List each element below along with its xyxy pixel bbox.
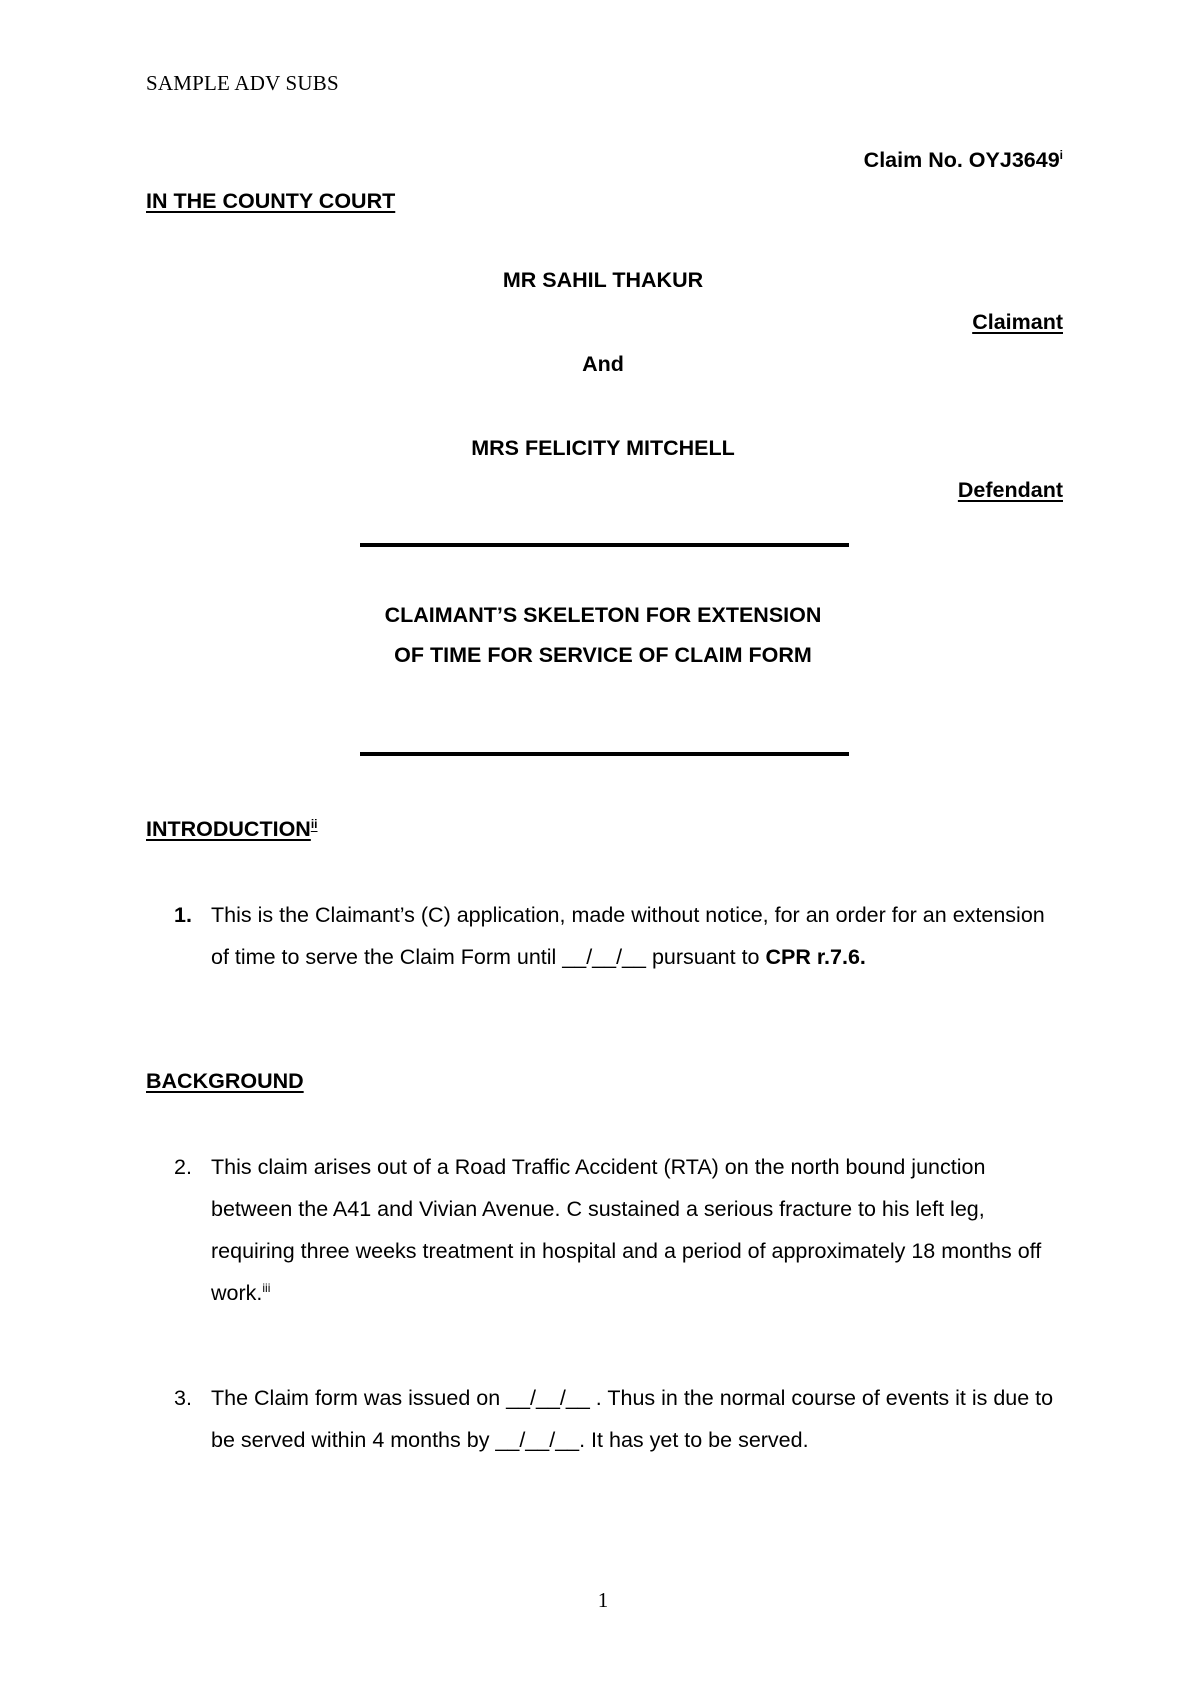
title-rule-bottom bbox=[360, 752, 849, 756]
paragraph-1-number: 1. bbox=[174, 903, 192, 927]
court-heading: IN THE COUNTY COURT bbox=[146, 189, 396, 213]
paragraph-2-text bbox=[211, 1146, 1066, 1314]
claimant-label: Claimant bbox=[972, 310, 1063, 334]
document-title-line-1: CLAIMANT’S SKELETON FOR EXTENSION bbox=[384, 603, 822, 627]
document-title-line-2: OF TIME FOR SERVICE OF CLAIM FORM bbox=[394, 643, 812, 667]
claimant-name: MR SAHIL THAKUR bbox=[502, 268, 704, 292]
paragraph-3-text: The Claim form was issued on __/__/__ . Thus in the normal course of events it is due to be served within 4 months by __/__/__. It has yet to be served. bbox=[211, 1386, 1054, 1452]
defendant-label: Defendant bbox=[957, 478, 1063, 502]
paragraph-2-body: This claim arises out of a Road Traffic Accident (RTA) on the north bound junction between the A41 and Vivian Avenue. C sustained a serious fracture to his left leg, requiring three weeks treatment in hospital and a period of approximately 18 months off work. bbox=[211, 1155, 1042, 1305]
footnote-ref-iii[interactable]: iii bbox=[262, 1281, 271, 1295]
header-note: SAMPLE ADV SUBS bbox=[146, 71, 339, 95]
defendant-name: MRS FELICITY MITCHELL bbox=[471, 436, 735, 460]
paragraph-1-cpr-ref: CPR r.7.6. bbox=[765, 945, 866, 969]
background-heading: BACKGROUND bbox=[146, 1069, 304, 1093]
and-connector: And bbox=[582, 352, 624, 376]
paragraph-1-text bbox=[211, 894, 1066, 978]
claim-number-text: Claim No. OYJ3649 bbox=[863, 148, 1060, 172]
introduction-heading bbox=[146, 817, 318, 842]
paragraph-3-number: 3. bbox=[174, 1386, 192, 1410]
paragraph-3 bbox=[146, 1377, 1066, 1461]
page-number: 1 bbox=[597, 1588, 609, 1612]
footnote-ref-i[interactable]: i bbox=[1059, 148, 1063, 162]
footnote-ref-ii[interactable]: ii bbox=[310, 817, 318, 831]
paragraph-1-body: This is the Claimant’s (C) application, made without notice, for an order for an extension of time to serve the Claim Form until __/__/__ pursuant to bbox=[211, 903, 1045, 969]
paragraph-2-number: 2. bbox=[174, 1155, 192, 1179]
paragraph-2 bbox=[146, 1146, 1066, 1314]
claim-number bbox=[864, 148, 1063, 173]
paragraph-1 bbox=[146, 894, 1066, 978]
title-rule-top bbox=[360, 543, 849, 547]
introduction-heading-text: INTRODUCTION bbox=[146, 817, 311, 841]
